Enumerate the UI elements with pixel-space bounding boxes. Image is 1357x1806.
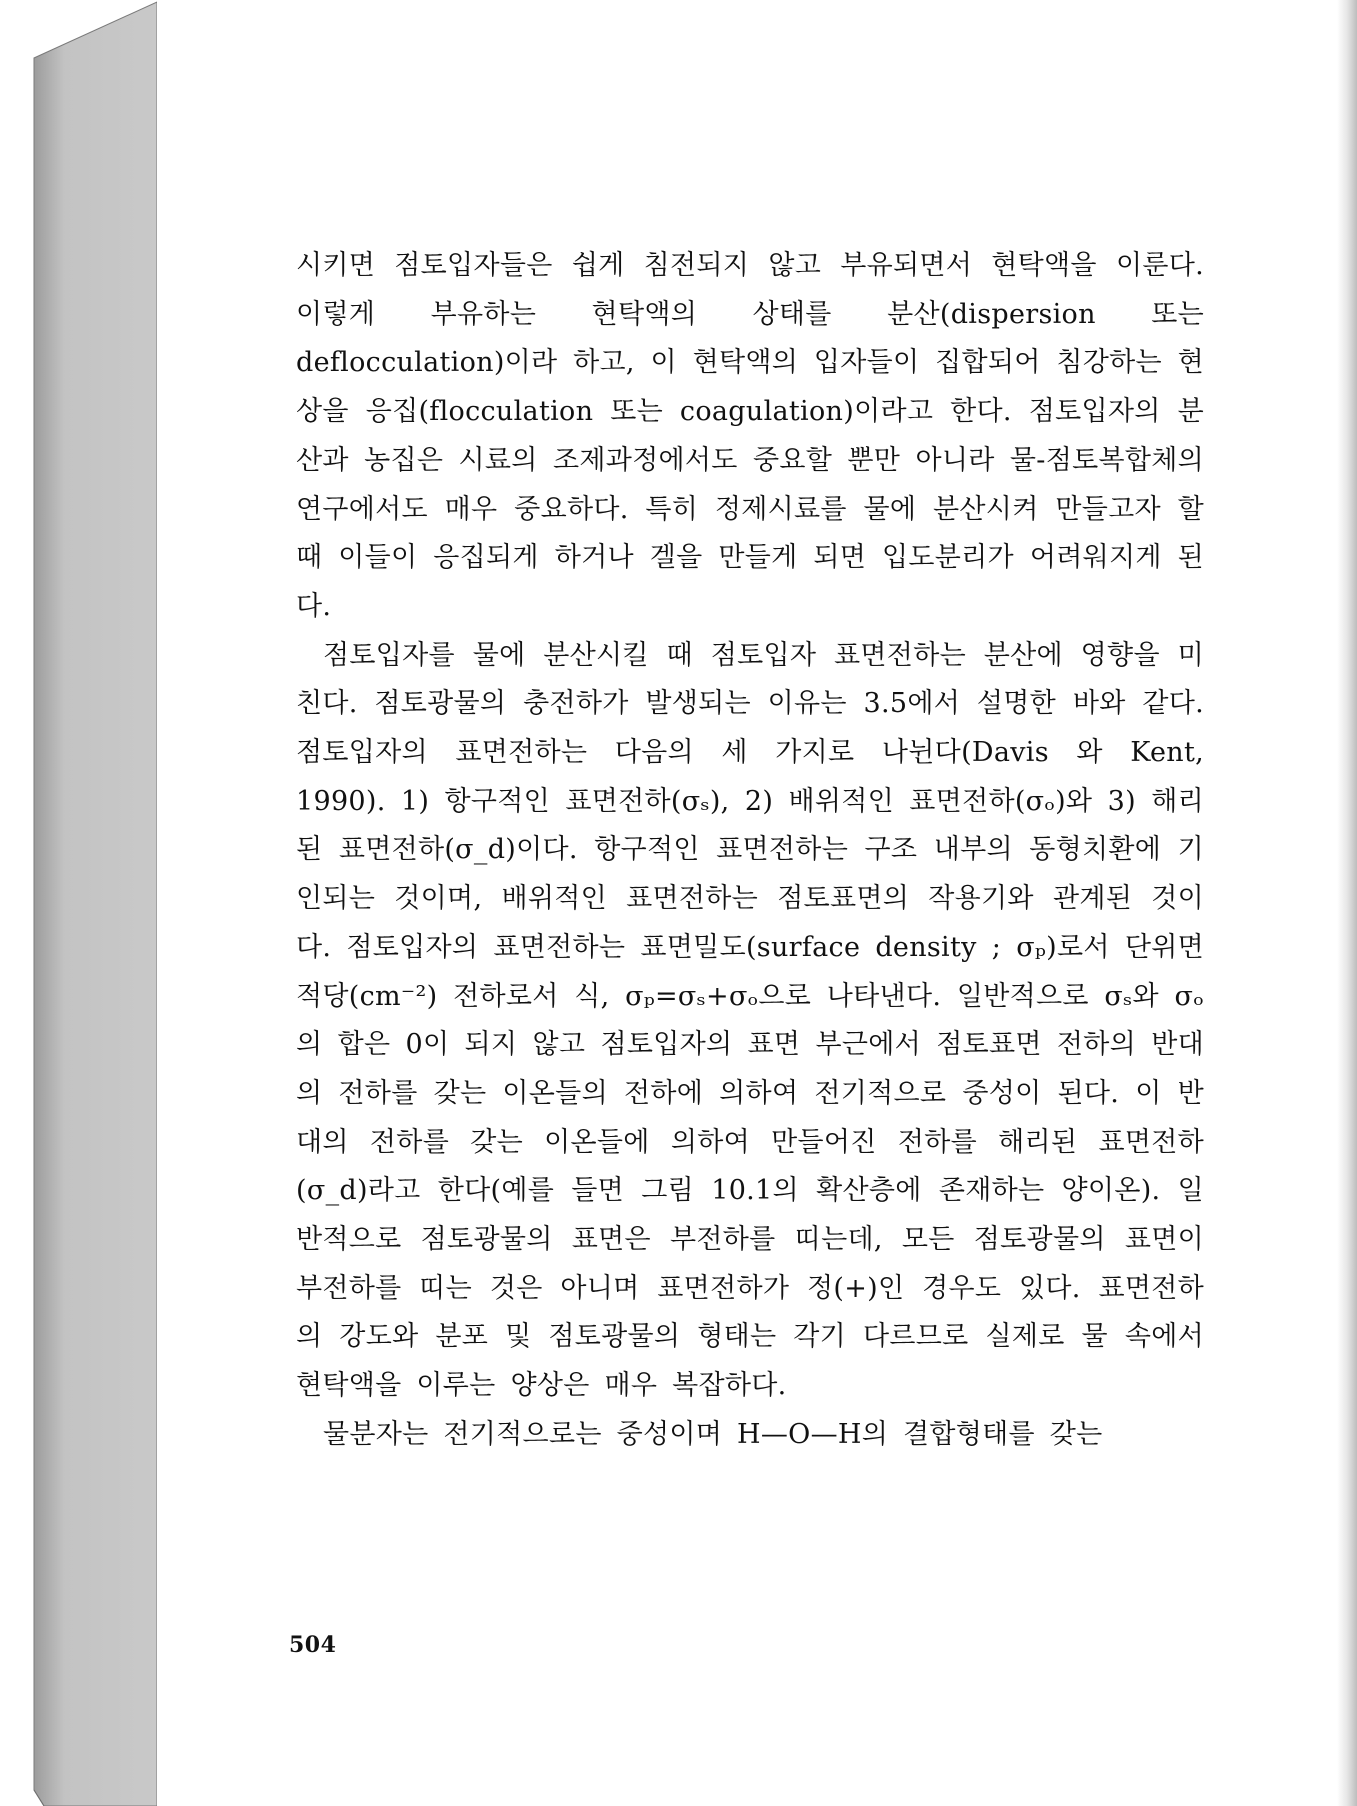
body-text	[296, 242, 1204, 1460]
page-number: 504	[289, 1632, 337, 1658]
paragraph-1: 시키면 점토입자들은 쉽게 침전되지 않고 부유되면서 현탁액을 이룬다. 이렇게 부유하는 현탁액의 상태를 분산(dispersion 또는 deflocculation)이라 하고, 이 현탁액의 입자들이 집합되어 침강하는 현상을 응집(flocculation 또는 coagulation)이라고 한다. 점토입자의 분산과 농집은 시료의 조제과정에서도 중요할 뿐만 아니라 물-점토복합체의 연구에서도 매우 중요하다. 특히 정제시료를 물에 분산시켜 만들고자 할 때 이들이 응집되게 하거나 겔을 만들게 되면 입도분리가 어려워지게 된다.	[296, 250, 1204, 622]
page-edge-shadow	[1337, 0, 1357, 1806]
paragraph-3: 물분자는 전기적으로는 중성이며 H—O—H의 결합형태를 갖는	[323, 1418, 1103, 1450]
paragraph-2: 점토입자를 물에 분산시킬 때 점토입자 표면전하는 분산에 영향을 미친다. 점토광물의 충전하가 발생되는 이유는 3.5에서 설명한 바와 같다. 점토입자의 표면전하는 다음의 세 가지로 나뉜다(Davis 와 Kent, 1990). 1) 항구적인 표면전하(σₛ), 2) 배위적인 표면전하(σₒ)와 3) 해리된 표면전하(σ_d)이다. 항구적인 표면전하는 구조 내부의 동형치환에 기인되는 것이며, 배위적인 표면전하는 점토표면의 작용기와 관계된 것이다. 점토입자의 표면전하는 표면밀도(surface density ; σₚ)로서 단위면적당(cm⁻²) 전하로서 식, σₚ=σₛ+σₒ으로 나타낸다. 일반적으로 σₛ와 σₒ의 합은 0이 되지 않고 점토입자의 표면 부근에서 점토표면 전하의 반대의 전하를 갖는 이온들의 전하에 의하여 전기적으로 중성이 된다. 이 반대의 전하를 갖는 이온들에 의하여 만들어진 전하를 해리된 표면전하(σ_d)라고 한다(예를 들면 그림 10.1의 확산층에 존재하는 양이온). 일반적으로 점토광물의 표면은 부전하를 띠는데, 모든 점토광물의 표면이 부전하를 띠는 것은 아니며 표면전하가 정(+)인 경우도 있다. 표면전하의 강도와 분포 및 점토광물의 형태는 각기 다르므로 실제로 물 속에서 현탁액을 이루는 양상은 매우 복잡하다.	[296, 639, 1204, 1402]
